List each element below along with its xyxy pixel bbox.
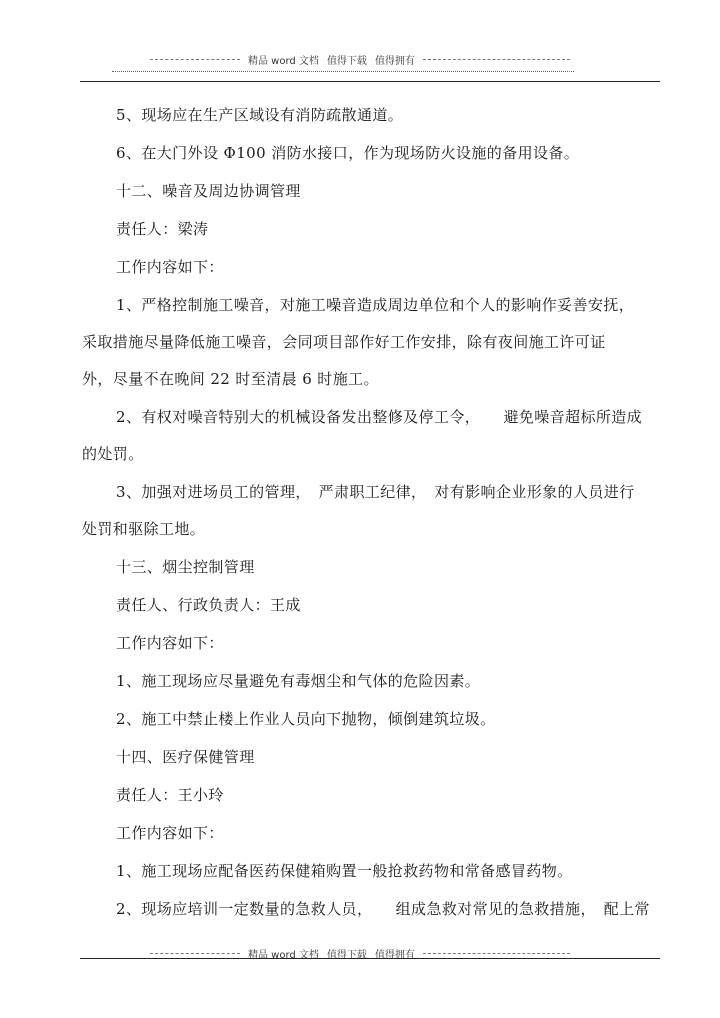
paragraph-line: 采取措施尽量降低施工噪音，会同项目部作好工作安排，除有夜间施工许可证 <box>82 333 606 351</box>
paragraph-line: 3、加强对进场员工的管理， 严肃职工纪律， 对有影响企业形象的人员进行 <box>116 483 635 501</box>
paragraph-line: 十二、噪音及周边协调管理 <box>116 182 301 200</box>
paragraph <box>82 558 660 577</box>
header-own: 值得拥有 <box>374 56 415 67</box>
header-banner <box>150 52 570 67</box>
paragraph-line: 的处罚。 <box>82 445 144 463</box>
paragraph-line: 工作内容如下： <box>116 824 224 842</box>
header-download: 值得下载 <box>326 56 367 67</box>
paragraph-line: 十四、医疗保健管理 <box>116 748 255 766</box>
paragraph <box>82 672 660 691</box>
paragraph-line: 2、施工中禁止楼上作业人员向下抛物，倾倒建筑垃圾。 <box>116 710 496 728</box>
paragraph <box>82 900 660 919</box>
paragraph <box>82 862 660 881</box>
footer-dash-right <box>423 953 570 954</box>
paragraph <box>82 144 660 163</box>
footer-download: 值得下载 <box>326 950 367 961</box>
paragraph-line: 责任人：梁涛 <box>116 220 209 238</box>
paragraph <box>82 824 660 843</box>
paragraph-line: 责任人：王小玲 <box>116 786 224 804</box>
paragraph-line: 2、有权对噪音特别大的机械设备发出整修及停工令， 避免噪音超标所造成 <box>116 408 643 426</box>
footer-brand: 精品 word 文档 <box>248 950 319 961</box>
paragraph <box>82 106 660 125</box>
header-dash-right <box>423 59 570 60</box>
paragraph <box>82 748 660 767</box>
paragraph-line: 1、施工现场应配备医药保健箱购置一般抢救药物和常备感冒药物。 <box>116 862 573 880</box>
paragraph-line: 外，尽量不在晚间 22 时至清晨 6 时施工。 <box>82 370 379 388</box>
paragraph-line: 十三、烟尘控制管理 <box>116 558 255 576</box>
paragraph-line: 5、现场应在生产区域设有消防疏散通道。 <box>116 106 404 124</box>
paragraph <box>82 596 660 615</box>
paragraph <box>82 786 660 805</box>
paragraph <box>82 710 660 729</box>
paragraph-line: 6、在大门外设 Φ100 消防水接口，作为现场防火设施的备用设备。 <box>116 144 580 162</box>
paragraph <box>82 258 660 277</box>
footer-dash-left <box>150 953 240 954</box>
paragraph-line: 工作内容如下： <box>116 258 224 276</box>
document-body <box>82 106 660 938</box>
paragraph <box>82 182 660 201</box>
header-rule <box>80 81 660 82</box>
header-dash-left <box>150 59 240 60</box>
paragraph-line: 2、现场应培训一定数量的急救人员， 组成急救对常见的急救措施， 配上常 <box>116 900 650 918</box>
paragraph <box>82 483 660 539</box>
paragraph <box>82 220 660 239</box>
paragraph-line: 1、施工现场应尽量避免有毒烟尘和气体的危险因素。 <box>116 672 481 690</box>
paragraph-line: 处罚和驱除工地。 <box>82 520 206 538</box>
footer-rule <box>80 958 660 959</box>
header-dotted-line <box>112 71 574 72</box>
paragraph-line: 责任人、行政负责人：王成 <box>116 596 301 614</box>
paragraph <box>82 634 660 653</box>
paragraph <box>82 296 660 389</box>
paragraph-line: 1、严格控制施工噪音，对施工噪音造成周边单位和个人的影响作妥善安抚， <box>116 296 635 314</box>
paragraph <box>82 408 660 464</box>
paragraph-line: 工作内容如下： <box>116 634 224 652</box>
footer-own: 值得拥有 <box>374 950 415 961</box>
header-brand: 精品 word 文档 <box>248 56 319 67</box>
